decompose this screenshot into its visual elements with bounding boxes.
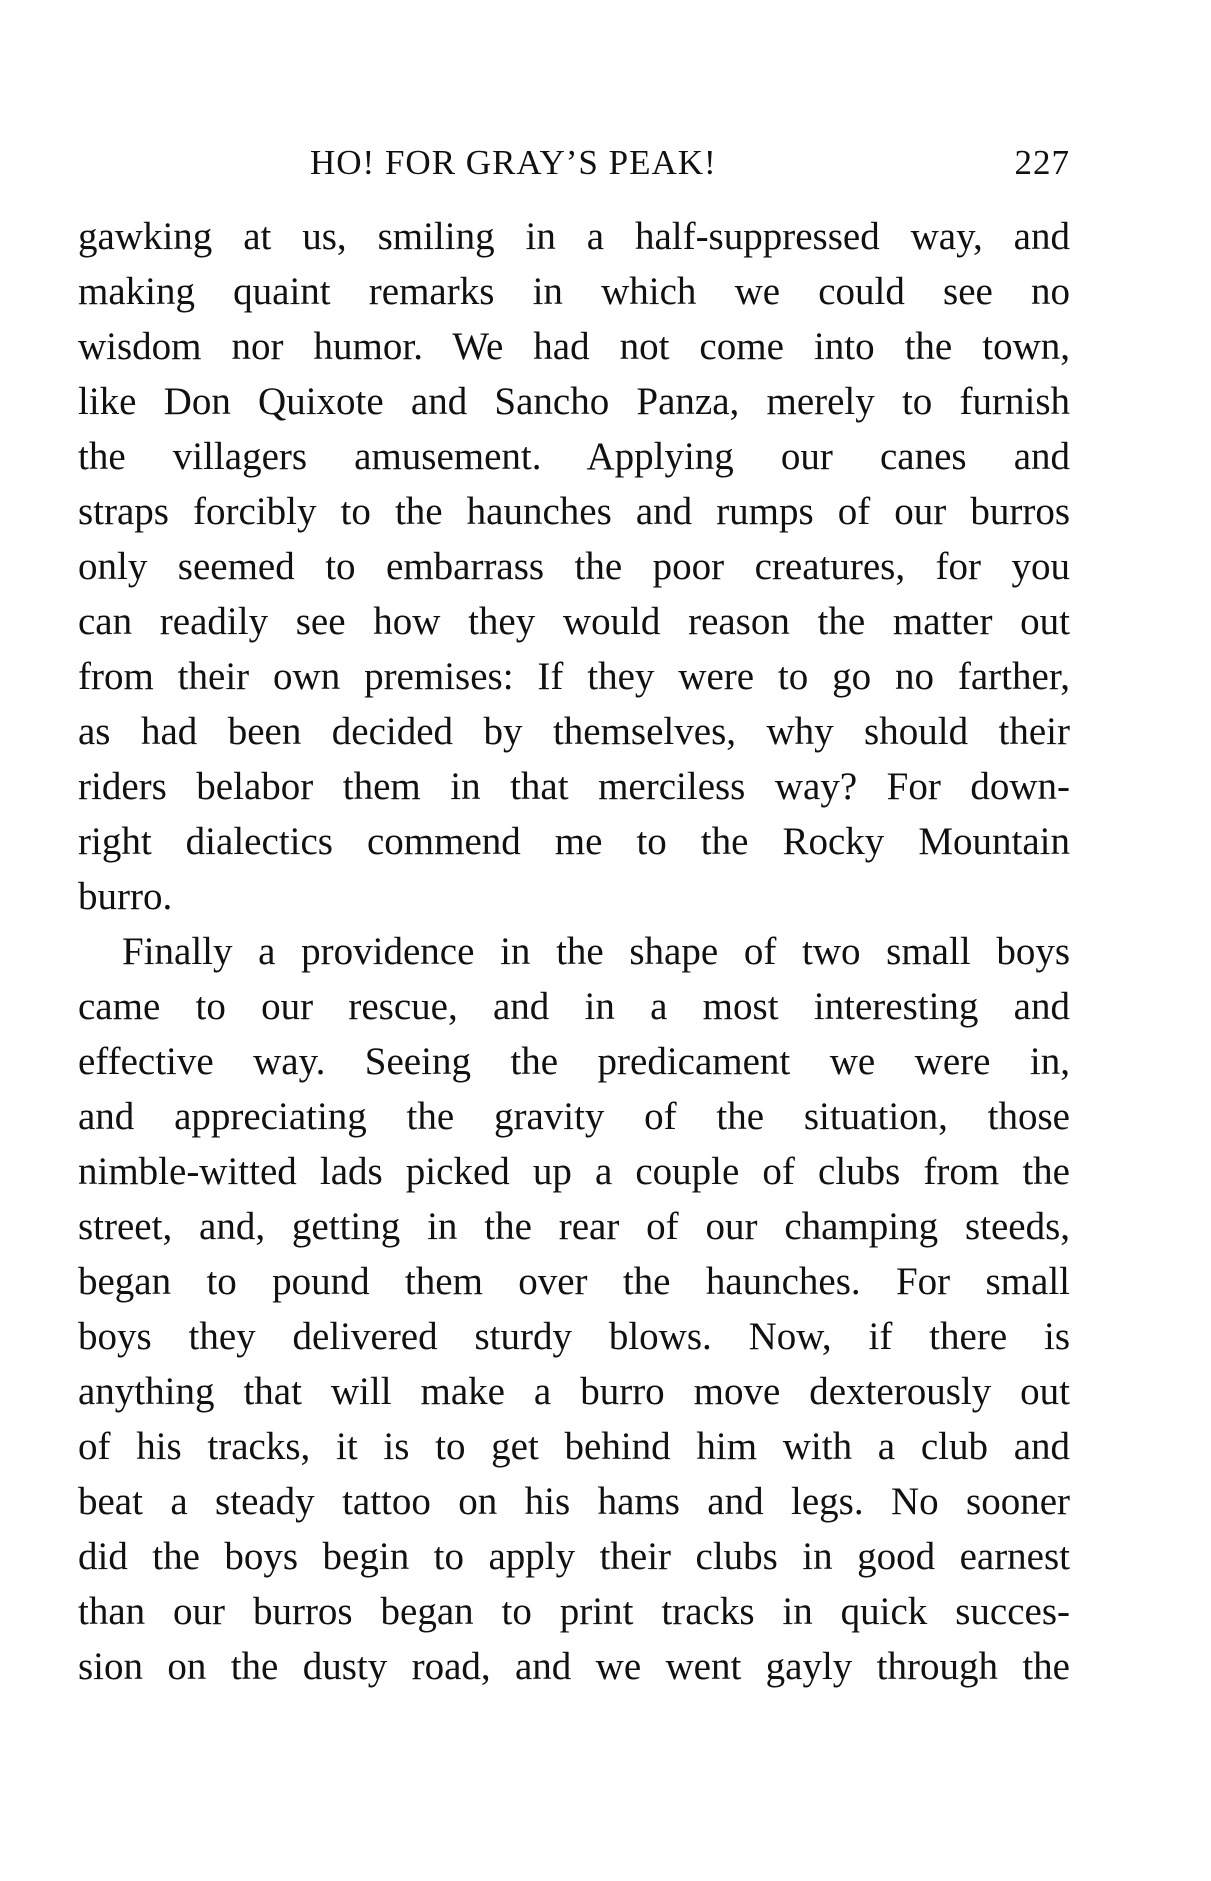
text-line: gawking at us, smiling in a half-suppressed way, and bbox=[78, 215, 1070, 258]
text-line: right dialectics commend me to the Rocky Mountain bbox=[78, 820, 1070, 863]
page-number: 227 bbox=[1014, 143, 1070, 182]
text-line: wisdom nor humor. We had not come into the town, bbox=[78, 325, 1070, 368]
text-line: of his tracks, it is to get behind him with a club and bbox=[78, 1425, 1070, 1468]
text-line: Finally a providence in the shape of two small boys bbox=[122, 930, 1070, 973]
text-line: nimble-witted lads picked up a couple of clubs from the bbox=[78, 1150, 1070, 1193]
paragraph-1 bbox=[78, 209, 1070, 924]
body-text bbox=[78, 209, 1070, 1694]
running-title: HO! FOR GRAY’S PEAK! bbox=[310, 143, 717, 182]
text-line: can readily see how they would reason the matter out bbox=[78, 600, 1070, 643]
paragraph-2 bbox=[78, 924, 1070, 1694]
text-line: straps forcibly to the haunches and rumps of our burros bbox=[78, 490, 1070, 533]
text-line: the villagers amusement. Applying our canes and bbox=[78, 435, 1070, 478]
text-line: sion on the dusty road, and we went gayly through the bbox=[78, 1645, 1070, 1688]
text-line: as had been decided by themselves, why should their bbox=[78, 710, 1070, 753]
text-line: and appreciating the gravity of the situation, those bbox=[78, 1095, 1070, 1138]
text-line: than our burros began to print tracks in quick succes- bbox=[78, 1590, 1070, 1633]
running-header bbox=[78, 138, 1070, 188]
text-line: like Don Quixote and Sancho Panza, merely to furnish bbox=[78, 380, 1070, 423]
text-line: beat a steady tattoo on his hams and legs. No sooner bbox=[78, 1480, 1070, 1523]
text-line: did the boys begin to apply their clubs in good earnest bbox=[78, 1535, 1070, 1578]
text-line: came to our rescue, and in a most interesting and bbox=[78, 985, 1070, 1028]
text-line: began to pound them over the haunches. For small bbox=[78, 1260, 1070, 1303]
text-line: anything that will make a burro move dexterously out bbox=[78, 1370, 1070, 1413]
text-line: street, and, getting in the rear of our champing steeds, bbox=[78, 1205, 1070, 1248]
text-line: riders belabor them in that merciless way? For down- bbox=[78, 765, 1070, 808]
text-line: effective way. Seeing the predicament we were in, bbox=[78, 1040, 1070, 1083]
text-line: boys they delivered sturdy blows. Now, if there is bbox=[78, 1315, 1070, 1358]
text-line: making quaint remarks in which we could see no bbox=[78, 270, 1070, 313]
text-line: from their own premises: If they were to go no farther, bbox=[78, 655, 1070, 698]
text-line: burro. bbox=[78, 875, 173, 918]
text-line: only seemed to embarrass the poor creatures, for you bbox=[78, 545, 1070, 588]
